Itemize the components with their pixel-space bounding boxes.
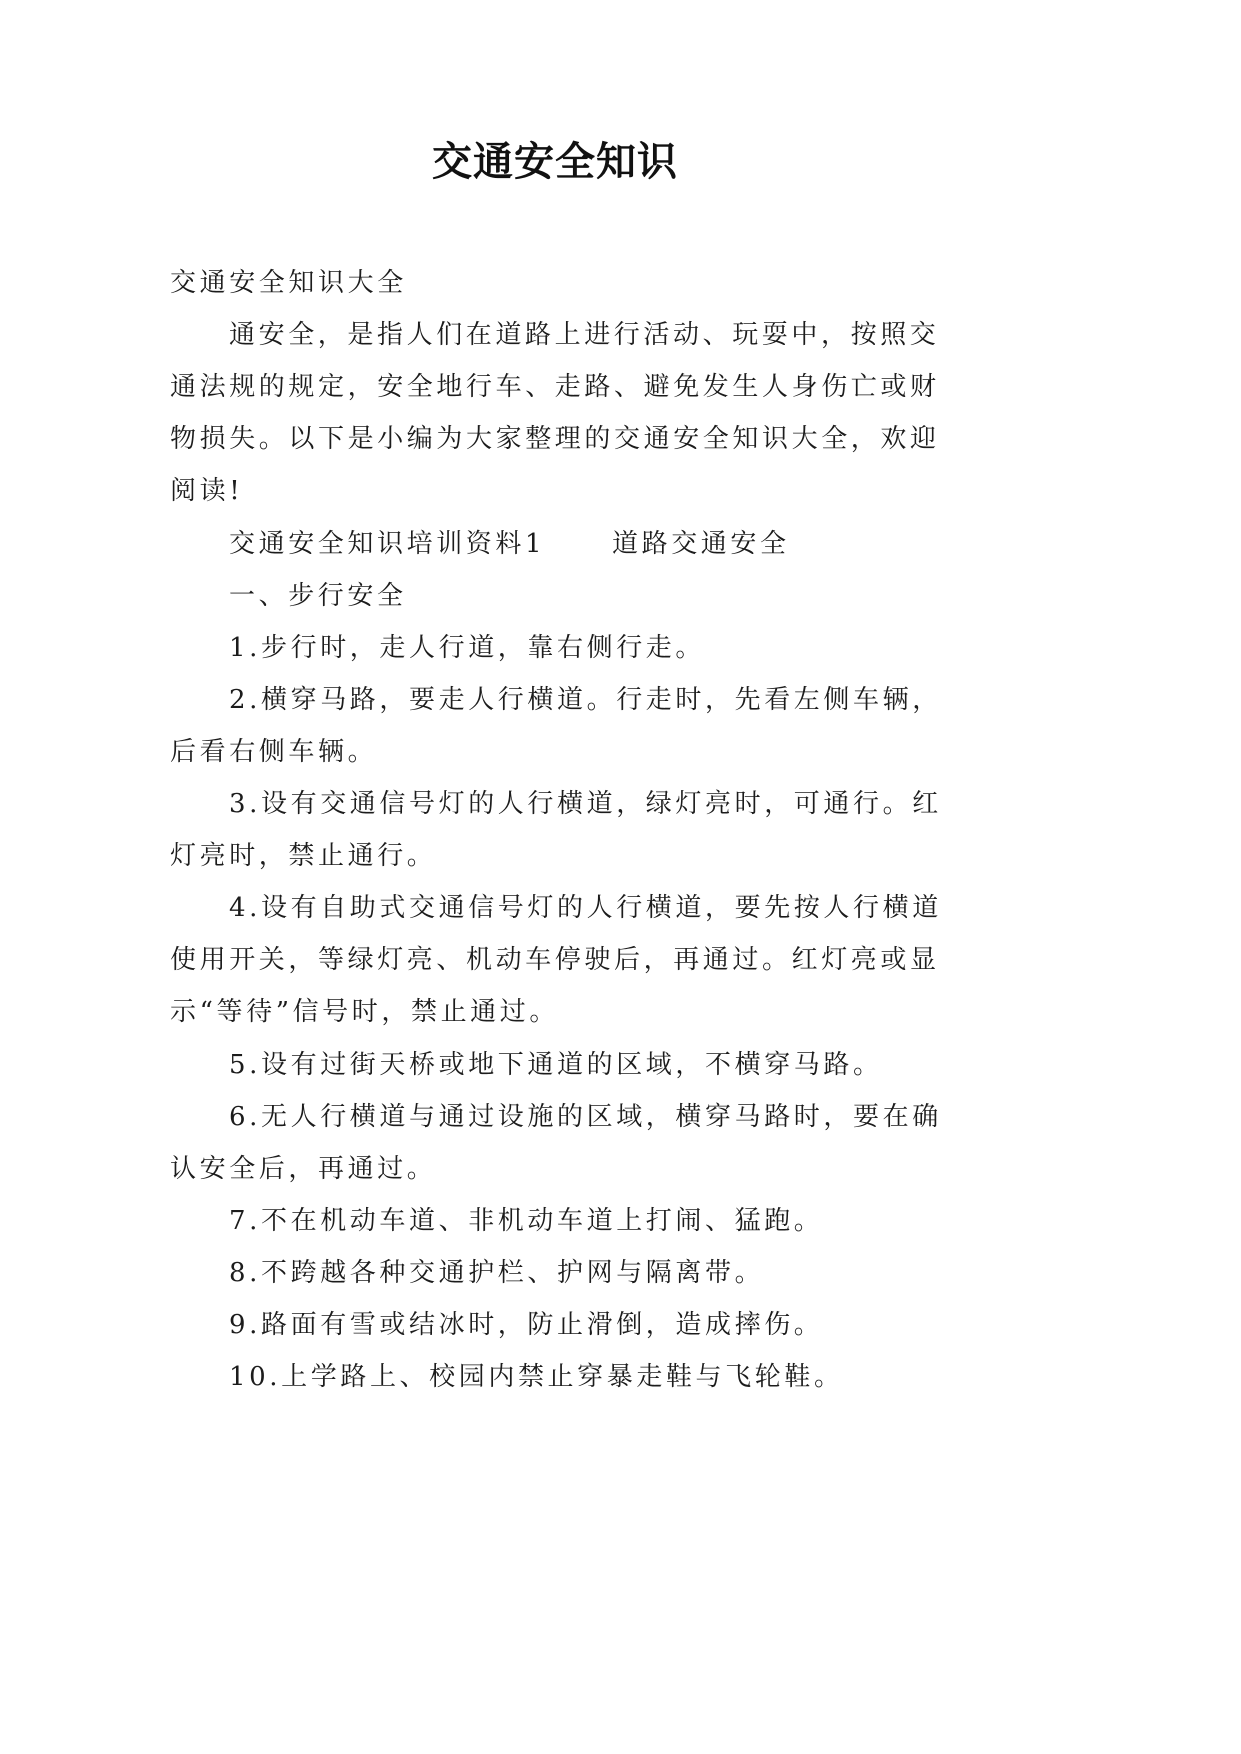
section-topic: 道路交通安全 xyxy=(612,529,790,559)
section-heading: 交通安全知识培训资料1 xyxy=(229,529,546,559)
rule-line: 后看右侧车辆。 xyxy=(170,737,378,767)
rule-line: 7.不在机动车道、非机动车道上打闹、猛跑。 xyxy=(229,1206,824,1236)
rule-line: 3.设有交通信号灯的人行横道，绿灯亮时，可通行。红 xyxy=(229,789,942,819)
rule-line: 灯亮时，禁止通行。 xyxy=(170,841,437,871)
intro-paragraph-line: 通安全，是指人们在道路上进行活动、玩耍中，按照交 xyxy=(229,320,940,350)
intro-paragraph-line: 通法规的规定，安全地行车、走路、避免发生人身伤亡或财 xyxy=(170,372,940,402)
rule-line: 示“等待”信号时，禁止通过。 xyxy=(170,997,559,1027)
rule-line: 认安全后，再通过。 xyxy=(170,1154,437,1184)
rule-line: 10.上学路上、校园内禁止穿暴走鞋与飞轮鞋。 xyxy=(229,1362,844,1392)
rule-line: 6.无人行横道与通过设施的区域，横穿马路时，要在确 xyxy=(229,1102,942,1132)
intro-paragraph-line: 物损失。以下是小编为大家整理的交通安全知识大全，欢迎 xyxy=(170,424,940,454)
document-subtitle: 交通安全知识大全 xyxy=(170,268,407,298)
subsection-heading: 一、步行安全 xyxy=(229,581,407,611)
document-title: 交通安全知识 xyxy=(432,138,678,185)
rule-line: 9.路面有雪或结冰时，防止滑倒，造成摔伤。 xyxy=(229,1310,824,1340)
rule-line: 使用开关，等绿灯亮、机动车停驶后，再通过。红灯亮或显 xyxy=(170,945,940,975)
rule-line: 1.步行时，走人行道，靠右侧行走。 xyxy=(229,633,706,663)
rule-line: 2.横穿马路，要走人行横道。行走时，先看左侧车辆， xyxy=(229,685,942,715)
rule-line: 5.设有过街天桥或地下通道的区域，不横穿马路。 xyxy=(229,1050,883,1080)
rule-line: 4.设有自助式交通信号灯的人行横道，要先按人行横道 xyxy=(229,893,942,923)
rule-line: 8.不跨越各种交通护栏、护网与隔离带。 xyxy=(229,1258,765,1288)
intro-paragraph-line: 阅读! xyxy=(170,476,244,506)
